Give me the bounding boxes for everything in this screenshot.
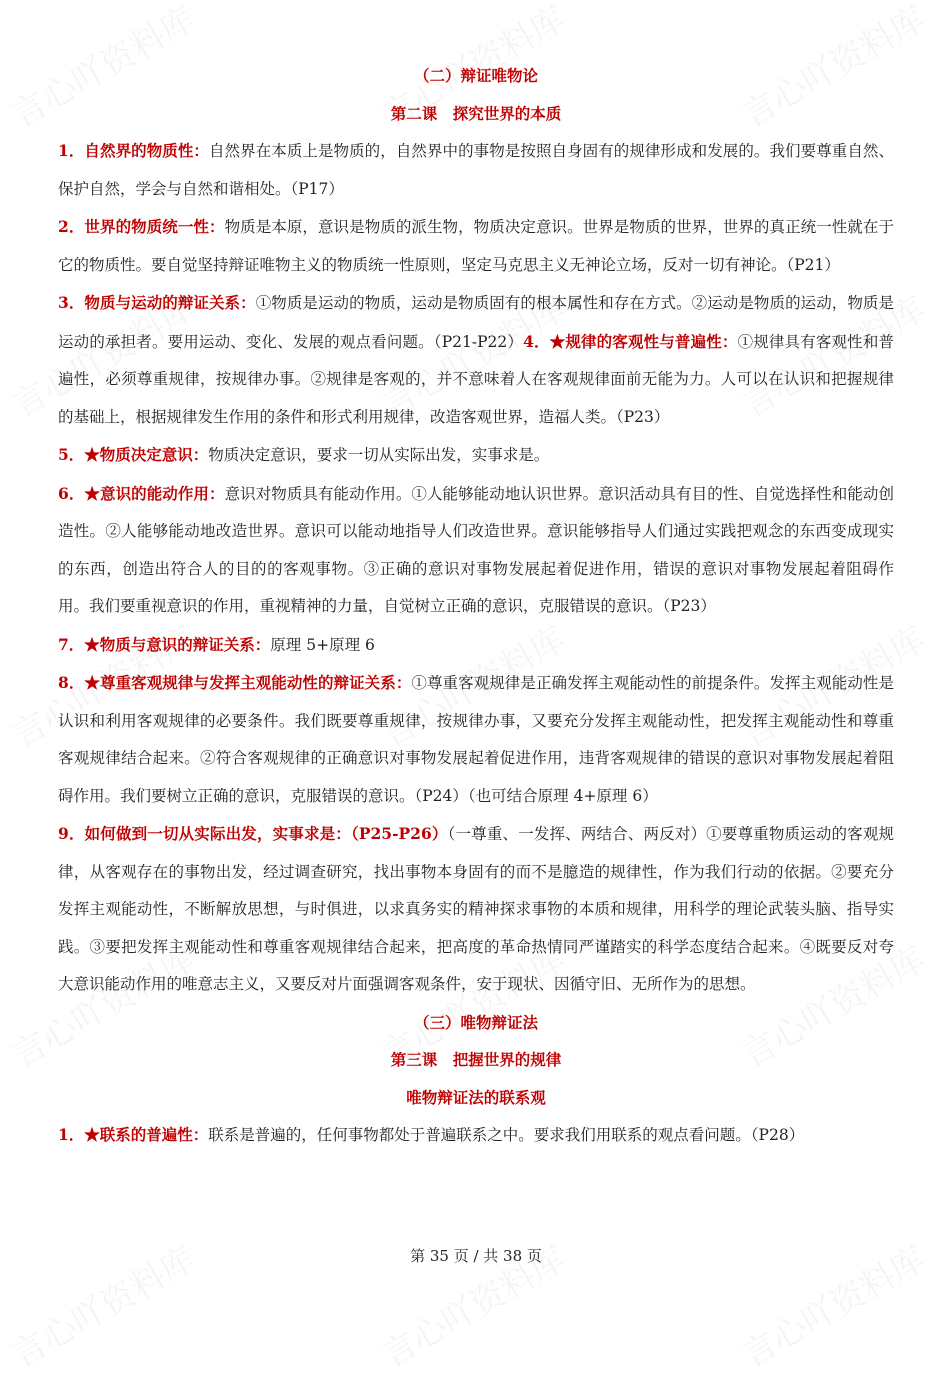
item-label: 1．自然界的物质性：: [58, 141, 209, 160]
list-item: [58, 208, 894, 284]
item-text: 原理 5+原理 6: [270, 635, 375, 654]
list-item: [58, 475, 894, 626]
document-body: [58, 57, 894, 1155]
item-label: 7．★物质与意识的辩证关系：: [58, 634, 271, 654]
paragraph-list: [58, 1116, 894, 1155]
list-item: [58, 436, 894, 475]
subsection-heading: 唯物辩证法的联系观: [406, 1087, 546, 1107]
item-label: 8．★尊重客观规律与发挥主观能动性的辩证关系：: [58, 673, 412, 692]
list-item: [58, 1116, 894, 1155]
list-item: [58, 284, 894, 436]
lesson-heading: 第二课 探究世界的本质: [390, 103, 562, 123]
item-label: 2．世界的物质统一性：: [58, 217, 225, 236]
item-text: 物质决定意识，要求一切从实际出发，实事求是。: [208, 446, 550, 464]
item-label: 3．物质与运动的辩证关系：: [58, 293, 256, 312]
section-heading: （三）唯物辩证法: [413, 1012, 538, 1032]
item-text: 联系是普遍的，任何事物都处于普遍联系之中。要求我们用联系的观点看问题。（P28）: [208, 1126, 805, 1144]
item-label: 4．★规律的客观性与普遍性：: [523, 331, 738, 351]
item-text: 物质是本原，意识是物质的派生物，物质决定意识。世界是物质的世界，世界的真正统一性就在于它的物质性。要自觉坚持辩证唯物主义的物质统一性原则，坚定马克思主义无神论立场，反对一切有神论。（P21）: [58, 218, 894, 274]
item-label: 6．★意识的能动作用：: [58, 483, 225, 503]
item-label: 5．★物质决定意识：: [58, 445, 209, 464]
item-text: ①物质是运动的物质，运动是物质固有的根本属性和存在方式。②运动是物质的运动，物质是运动的承担者。要用运动、变化、发展的观点看问题。（P21-P22）: [58, 294, 894, 351]
paragraph-list: [58, 132, 894, 1004]
item-label: 9．如何做到一切从实际出发，实事求是：（P25-P26）: [58, 824, 448, 843]
item-text: 自然界在本质上是物质的，自然界中的事物是按照自身固有的规律形成和发展的。我们要尊重自然、保护自然，学会与自然和谐相处。（P17）: [58, 142, 894, 198]
section-heading: （二）辩证唯物论: [413, 66, 538, 85]
item-label: 1．★联系的普遍性：: [58, 1125, 209, 1144]
item-text: ①规律具有客观性和普遍性，必须尊重规律，按规律办事。②规律是客观的，并不意味着人在客观规律面前无能为力。人可以在认识和把握规律的基础上，根据规律发生作用的条件和形式利用规律，改造客观世界，造福人类。（P23）: [58, 332, 894, 426]
list-item: [58, 815, 894, 1004]
list-item: [58, 626, 894, 665]
page-footer: 第 35 页 / 共 38 页: [410, 1247, 542, 1265]
item-text: 意识对物质具有能动作用。①人能够能动地认识世界。意识活动具有目的性、自觉选择性和能动创造性。②人能够能动地改造世界。意识可以能动地指导人们改造世界。意识能够指导人们通过实践把观念的东西变成现实的东西，创造出符合人的目的的客观事物。③正确的意识对事物发展起着促进作用，错误的意识对事物发展起着阻碍作用。我们要重视意识的作用，重视精神的力量，自觉树立正确的意识，克服错误的意识。（P23）: [58, 484, 894, 615]
item-text: ①尊重客观规律是正确发挥主观能动性的前提条件。发挥主观能动性是认识和利用客观规律的必要条件。我们既要尊重规律，按规律办事，又要充分发挥主观能动性，把发挥主观能动性和尊重客观规律结合起来。②符合客观规律的正确意识对事物发展起着促进作用，违背客观规律的错误的意识对事物发展起着阻碍作用。我们要树立正确的意识，克服错误的意识。（P24）（也可结合原理 4+原理 6）: [58, 674, 894, 805]
item-text: （一尊重、一发挥、两结合、两反对）①要尊重物质运动的客观规律，从客观存在的事物出发，经过调查研究，找出事物本身固有的而不是臆造的规律性，作为我们行动的依据。②要充分发挥主观能动性，不断解放思想，与时俱进，以求真务实的精神探求事物的本质和规律，用科学的理论武装头脑、指导实践。③要把发挥主观能动性和尊重客观规律结合起来，把高度的革命热情同严谨踏实的科学态度结合起来。④既要反对夸大意识能动作用的唯意志主义，又要反对片面强调客观条件，安于现状、因循守旧、无所作为的思想。: [58, 825, 894, 993]
lesson-heading: 第三课 把握世界的规律: [390, 1050, 562, 1069]
list-item: [58, 132, 894, 208]
list-item: [58, 664, 894, 815]
